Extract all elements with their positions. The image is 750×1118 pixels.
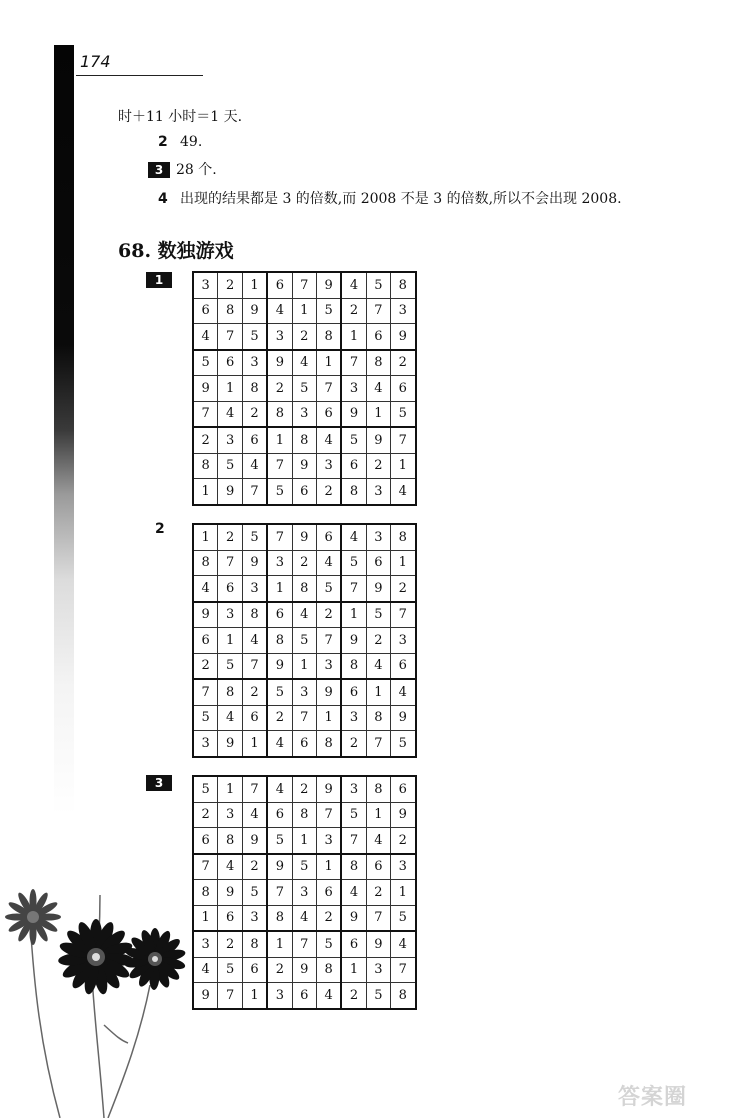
grid-row — [193, 453, 416, 479]
grid-cell: 5 — [341, 802, 366, 828]
grid-cell: 5 — [193, 350, 218, 376]
grid-cell: 5 — [366, 272, 390, 298]
grid-cell: 8 — [391, 983, 416, 1009]
grid-cell: 8 — [366, 350, 390, 376]
grid-row — [193, 731, 416, 757]
grid-cell: 4 — [267, 776, 292, 802]
grid-cell: 3 — [193, 272, 218, 298]
grid-cell: 9 — [341, 401, 366, 427]
grid-cell: 1 — [193, 905, 218, 931]
grid-cell: 9 — [292, 957, 316, 983]
grid-row — [193, 479, 416, 505]
grid-cell: 1 — [267, 427, 292, 453]
grid-cell: 4 — [242, 628, 267, 654]
grid-cell: 8 — [242, 931, 267, 957]
grid-cell: 3 — [193, 931, 218, 957]
grid-cell: 6 — [366, 550, 390, 576]
grid-cell: 7 — [193, 679, 218, 705]
grid-cell: 6 — [341, 931, 366, 957]
grid-cell: 6 — [267, 802, 292, 828]
grid-cell: 6 — [292, 479, 316, 505]
grid-cell: 8 — [292, 576, 316, 602]
grid-cell: 2 — [292, 776, 316, 802]
grid-cell: 6 — [391, 653, 416, 679]
grid-cell: 7 — [242, 776, 267, 802]
grid-cell: 2 — [267, 376, 292, 402]
grid-cell: 3 — [292, 679, 316, 705]
grid-cell: 4 — [366, 828, 390, 854]
grid-cell: 6 — [366, 854, 390, 880]
grid-cell: 1 — [292, 828, 316, 854]
watermark-logo — [618, 1080, 687, 1111]
grid-row — [193, 854, 416, 880]
grid-cell: 8 — [391, 524, 416, 550]
header-rule — [76, 75, 203, 76]
grid-cell: 4 — [391, 931, 416, 957]
grid-cell: 2 — [341, 298, 366, 324]
grid-cell: 5 — [242, 324, 267, 350]
grid-cell: 1 — [267, 931, 292, 957]
grid-row — [193, 272, 416, 298]
answer-text: 出现的结果都是 3 的倍数,而 2008 不是 3 的倍数,所以不会出现 2008. — [180, 191, 622, 207]
grid-cell: 9 — [391, 324, 416, 350]
grid-cell: 2 — [193, 653, 218, 679]
grid-cell: 6 — [341, 453, 366, 479]
grid-row — [193, 524, 416, 550]
grid-cell: 1 — [366, 679, 390, 705]
grid-cell: 1 — [391, 880, 416, 906]
grid-cell: 3 — [267, 324, 292, 350]
page-number: 174 — [80, 52, 111, 71]
grid-row — [193, 880, 416, 906]
grid-cell: 2 — [391, 828, 416, 854]
grid-cell: 2 — [366, 880, 390, 906]
grid-cell: 6 — [366, 324, 390, 350]
grid-cell: 9 — [193, 983, 218, 1009]
grid-cell: 1 — [316, 350, 341, 376]
grid-cell: 6 — [292, 731, 316, 757]
grid-cell: 9 — [267, 653, 292, 679]
grid-cell: 8 — [218, 679, 242, 705]
grid-cell: 1 — [242, 983, 267, 1009]
grid-cell: 4 — [193, 957, 218, 983]
grid-cell: 7 — [242, 653, 267, 679]
grid-row — [193, 705, 416, 731]
grid-cell: 7 — [366, 905, 390, 931]
grid-row — [193, 628, 416, 654]
grid-cell: 8 — [316, 324, 341, 350]
grid-cell: 7 — [341, 350, 366, 376]
grid-cell: 2 — [242, 854, 267, 880]
grid-cell: 8 — [218, 828, 242, 854]
grid-cell: 7 — [292, 931, 316, 957]
grid-cell: 1 — [242, 272, 267, 298]
grid-cell: 7 — [218, 324, 242, 350]
grid-cell: 5 — [391, 401, 416, 427]
grid-cell: 5 — [366, 602, 390, 628]
grid-cell: 7 — [267, 453, 292, 479]
grid-cell: 8 — [341, 854, 366, 880]
grid-cell: 3 — [242, 905, 267, 931]
grid-row — [193, 983, 416, 1009]
grid-cell: 5 — [193, 776, 218, 802]
grid-cell: 4 — [193, 576, 218, 602]
grid-cell: 8 — [193, 880, 218, 906]
grid-cell: 9 — [366, 427, 390, 453]
grid-cell: 8 — [218, 298, 242, 324]
grid-cell: 4 — [391, 679, 416, 705]
grid-cell: 4 — [316, 550, 341, 576]
grid-cell: 4 — [366, 376, 390, 402]
grid-cell: 9 — [366, 931, 390, 957]
grid-cell: 9 — [193, 376, 218, 402]
grid-row — [193, 905, 416, 931]
answer-item-4 — [158, 188, 622, 208]
grid-cell: 4 — [292, 350, 316, 376]
grid-cell: 2 — [316, 602, 341, 628]
grid-cell: 3 — [267, 983, 292, 1009]
grid-cell: 8 — [193, 453, 218, 479]
grid-cell: 8 — [267, 905, 292, 931]
grid-row — [193, 828, 416, 854]
grid-cell: 3 — [218, 802, 242, 828]
grid-cell: 2 — [267, 705, 292, 731]
answer-item-2 — [158, 134, 202, 150]
grid-cell: 3 — [292, 401, 316, 427]
grid-cell: 3 — [316, 653, 341, 679]
grid-cell: 1 — [193, 524, 218, 550]
grid-cell: 8 — [193, 550, 218, 576]
grid-cell: 6 — [242, 705, 267, 731]
grid-cell: 2 — [341, 731, 366, 757]
grid-row — [193, 776, 416, 802]
grid-cell: 2 — [341, 983, 366, 1009]
grid-cell: 9 — [267, 350, 292, 376]
grid-cell: 4 — [218, 854, 242, 880]
grid-cell: 3 — [316, 453, 341, 479]
grid-cell: 1 — [341, 324, 366, 350]
grid-cell: 6 — [193, 298, 218, 324]
grid-cell: 4 — [193, 324, 218, 350]
grid-cell: 4 — [316, 983, 341, 1009]
grid-cell: 8 — [242, 376, 267, 402]
grid-cell: 8 — [366, 776, 390, 802]
grid-cell: 6 — [316, 524, 341, 550]
grid-cell: 8 — [366, 705, 390, 731]
grid-row — [193, 401, 416, 427]
flower-decoration-illustration — [0, 865, 200, 1118]
grid-cell: 8 — [292, 802, 316, 828]
grid-cell: 1 — [242, 731, 267, 757]
grid-cell: 9 — [391, 705, 416, 731]
grid-cell: 3 — [242, 576, 267, 602]
grid-cell: 3 — [391, 854, 416, 880]
grid-cell: 3 — [218, 427, 242, 453]
grid-cell: 5 — [316, 576, 341, 602]
grid-row — [193, 550, 416, 576]
grid-cell: 9 — [193, 602, 218, 628]
answer-text: 49. — [180, 134, 203, 150]
grid-cell: 6 — [242, 957, 267, 983]
sudoku-grid-2 — [192, 523, 417, 758]
grid-cell: 6 — [391, 376, 416, 402]
grid-cell: 3 — [242, 350, 267, 376]
grid-cell: 5 — [267, 828, 292, 854]
grid-cell: 8 — [316, 731, 341, 757]
grid-cell: 1 — [391, 550, 416, 576]
grid-cell: 5 — [267, 679, 292, 705]
grid-cell: 8 — [316, 957, 341, 983]
grid-cell: 1 — [292, 653, 316, 679]
grid-cell: 9 — [316, 776, 341, 802]
grid-cell: 7 — [391, 957, 416, 983]
grid-cell: 7 — [292, 705, 316, 731]
grid-cell: 9 — [267, 854, 292, 880]
grid-cell: 7 — [316, 802, 341, 828]
answer-line-continuation — [118, 106, 242, 126]
grid-cell: 8 — [267, 628, 292, 654]
grid-cell: 1 — [316, 854, 341, 880]
grid-cell: 3 — [391, 628, 416, 654]
grid-cell: 5 — [341, 550, 366, 576]
answer-number: 2 — [158, 134, 168, 150]
grid-cell: 3 — [218, 602, 242, 628]
grid-cell: 6 — [193, 628, 218, 654]
grid-cell: 5 — [267, 479, 292, 505]
grid-cell: 2 — [267, 957, 292, 983]
answer-item-3 — [148, 159, 217, 179]
grid-cell: 2 — [218, 931, 242, 957]
grid-row — [193, 653, 416, 679]
grid-row — [193, 350, 416, 376]
grid-cell: 3 — [316, 828, 341, 854]
grid-cell: 7 — [218, 550, 242, 576]
grid-row — [193, 931, 416, 957]
grid-cell: 7 — [366, 298, 390, 324]
grid-cell: 7 — [292, 272, 316, 298]
grid-cell: 8 — [391, 272, 416, 298]
grid-cell: 7 — [267, 524, 292, 550]
grid-cell: 3 — [366, 479, 390, 505]
grid-cell: 1 — [267, 576, 292, 602]
grid-cell: 5 — [193, 705, 218, 731]
grid-cell: 5 — [366, 983, 390, 1009]
grid-cell: 6 — [218, 905, 242, 931]
grid-cell: 5 — [292, 854, 316, 880]
grid-cell: 8 — [242, 602, 267, 628]
large-flower-icon — [58, 919, 135, 995]
grid-cell: 2 — [218, 524, 242, 550]
grid-cell: 7 — [316, 376, 341, 402]
grid-cell: 3 — [391, 298, 416, 324]
grid-cell: 4 — [366, 653, 390, 679]
grid-cell: 9 — [218, 479, 242, 505]
grid-cell: 6 — [341, 679, 366, 705]
grid-row — [193, 298, 416, 324]
grid-cell: 6 — [316, 401, 341, 427]
grid-cell: 6 — [267, 272, 292, 298]
grid-cell: 9 — [218, 880, 242, 906]
sudoku-grid-1 — [192, 271, 417, 506]
grid-cell: 6 — [193, 828, 218, 854]
section-title: 68. 数独游戏 — [118, 240, 234, 262]
grid-cell: 9 — [341, 628, 366, 654]
grid-cell: 3 — [341, 776, 366, 802]
grid-cell: 4 — [267, 731, 292, 757]
grid-cell: 7 — [366, 731, 390, 757]
grid-cell: 5 — [316, 931, 341, 957]
grid-cell: 1 — [193, 479, 218, 505]
puzzle-label-3: 3 — [146, 775, 172, 791]
grid-cell: 2 — [218, 272, 242, 298]
grid-cell: 3 — [193, 731, 218, 757]
grid-cell: 4 — [218, 401, 242, 427]
answer-number: 4 — [158, 191, 168, 207]
grid-cell: 9 — [292, 453, 316, 479]
grid-cell: 8 — [267, 401, 292, 427]
grid-cell: 1 — [218, 628, 242, 654]
grid-cell: 6 — [242, 427, 267, 453]
grid-cell: 6 — [292, 983, 316, 1009]
grid-row — [193, 324, 416, 350]
grid-cell: 4 — [341, 524, 366, 550]
grid-cell: 1 — [366, 401, 390, 427]
grid-cell: 3 — [341, 376, 366, 402]
grid-cell: 7 — [218, 983, 242, 1009]
sudoku-grid-3 — [192, 775, 417, 1010]
grid-cell: 4 — [267, 298, 292, 324]
watermark-text: 答案圈 — [618, 1085, 688, 1110]
grid-cell: 3 — [267, 550, 292, 576]
grid-cell: 5 — [391, 731, 416, 757]
grid-cell: 2 — [193, 427, 218, 453]
grid-cell: 1 — [366, 802, 390, 828]
grid-cell: 5 — [242, 524, 267, 550]
grid-cell: 3 — [292, 880, 316, 906]
grid-cell: 6 — [218, 576, 242, 602]
grid-cell: 9 — [292, 524, 316, 550]
grid-cell: 9 — [341, 905, 366, 931]
grid-cell: 4 — [292, 602, 316, 628]
grid-cell: 7 — [391, 602, 416, 628]
grid-cell: 3 — [366, 524, 390, 550]
grid-cell: 5 — [316, 298, 341, 324]
grid-cell: 9 — [366, 576, 390, 602]
answer-number-badge: 3 — [148, 162, 170, 178]
grid-cell: 7 — [316, 628, 341, 654]
grid-cell: 5 — [218, 453, 242, 479]
grid-row — [193, 679, 416, 705]
grid-cell: 9 — [242, 550, 267, 576]
grid-cell: 6 — [316, 880, 341, 906]
grid-row — [193, 376, 416, 402]
grid-cell: 2 — [366, 628, 390, 654]
grid-cell: 2 — [292, 550, 316, 576]
grid-cell: 1 — [341, 957, 366, 983]
grid-cell: 2 — [316, 905, 341, 931]
grid-cell: 9 — [218, 731, 242, 757]
grid-row — [193, 602, 416, 628]
grid-cell: 7 — [341, 828, 366, 854]
grid-cell: 7 — [341, 576, 366, 602]
grid-row — [193, 802, 416, 828]
grid-cell: 7 — [391, 427, 416, 453]
grid-cell: 5 — [292, 376, 316, 402]
grid-cell: 4 — [341, 272, 366, 298]
grid-cell: 4 — [316, 427, 341, 453]
small-flower-icon — [5, 889, 61, 945]
grid-cell: 8 — [341, 479, 366, 505]
grid-cell: 1 — [218, 376, 242, 402]
grid-cell: 2 — [366, 453, 390, 479]
grid-cell: 5 — [341, 427, 366, 453]
grid-cell: 9 — [242, 298, 267, 324]
grid-row — [193, 576, 416, 602]
grid-cell: 5 — [242, 880, 267, 906]
grid-cell: 6 — [218, 350, 242, 376]
grid-cell: 8 — [341, 653, 366, 679]
grid-cell: 2 — [391, 350, 416, 376]
grid-cell: 5 — [218, 957, 242, 983]
grid-cell: 7 — [193, 854, 218, 880]
grid-cell: 7 — [242, 479, 267, 505]
answer-line-text: 时＋11 小时＝1 天. — [118, 109, 243, 125]
grid-cell: 4 — [242, 802, 267, 828]
grid-cell: 5 — [218, 653, 242, 679]
grid-cell: 1 — [316, 705, 341, 731]
grid-cell: 4 — [341, 880, 366, 906]
grid-cell: 4 — [391, 479, 416, 505]
puzzle-label-2: 2 — [155, 521, 165, 537]
grid-cell: 1 — [218, 776, 242, 802]
grid-cell: 3 — [366, 957, 390, 983]
grid-cell: 1 — [292, 298, 316, 324]
grid-row — [193, 957, 416, 983]
grid-cell: 2 — [193, 802, 218, 828]
grid-cell: 9 — [242, 828, 267, 854]
grid-cell: 5 — [292, 628, 316, 654]
grid-cell: 2 — [391, 576, 416, 602]
grid-cell: 9 — [316, 272, 341, 298]
grid-cell: 9 — [316, 679, 341, 705]
medium-flower-icon — [124, 928, 187, 990]
grid-cell: 2 — [292, 324, 316, 350]
grid-cell: 2 — [316, 479, 341, 505]
grid-cell: 4 — [292, 905, 316, 931]
grid-row — [193, 427, 416, 453]
grid-cell: 6 — [267, 602, 292, 628]
grid-cell: 7 — [193, 401, 218, 427]
grid-cell: 2 — [242, 679, 267, 705]
grid-cell: 2 — [242, 401, 267, 427]
grid-cell: 4 — [218, 705, 242, 731]
grid-cell: 4 — [242, 453, 267, 479]
grid-cell: 7 — [267, 880, 292, 906]
puzzle-label-1: 1 — [146, 272, 172, 288]
answer-text: 28 个. — [176, 162, 217, 178]
grid-cell: 8 — [292, 427, 316, 453]
grid-cell: 6 — [391, 776, 416, 802]
grid-cell: 5 — [391, 905, 416, 931]
grid-cell: 9 — [391, 802, 416, 828]
grid-cell: 1 — [391, 453, 416, 479]
grid-cell: 1 — [341, 602, 366, 628]
grid-cell: 3 — [341, 705, 366, 731]
